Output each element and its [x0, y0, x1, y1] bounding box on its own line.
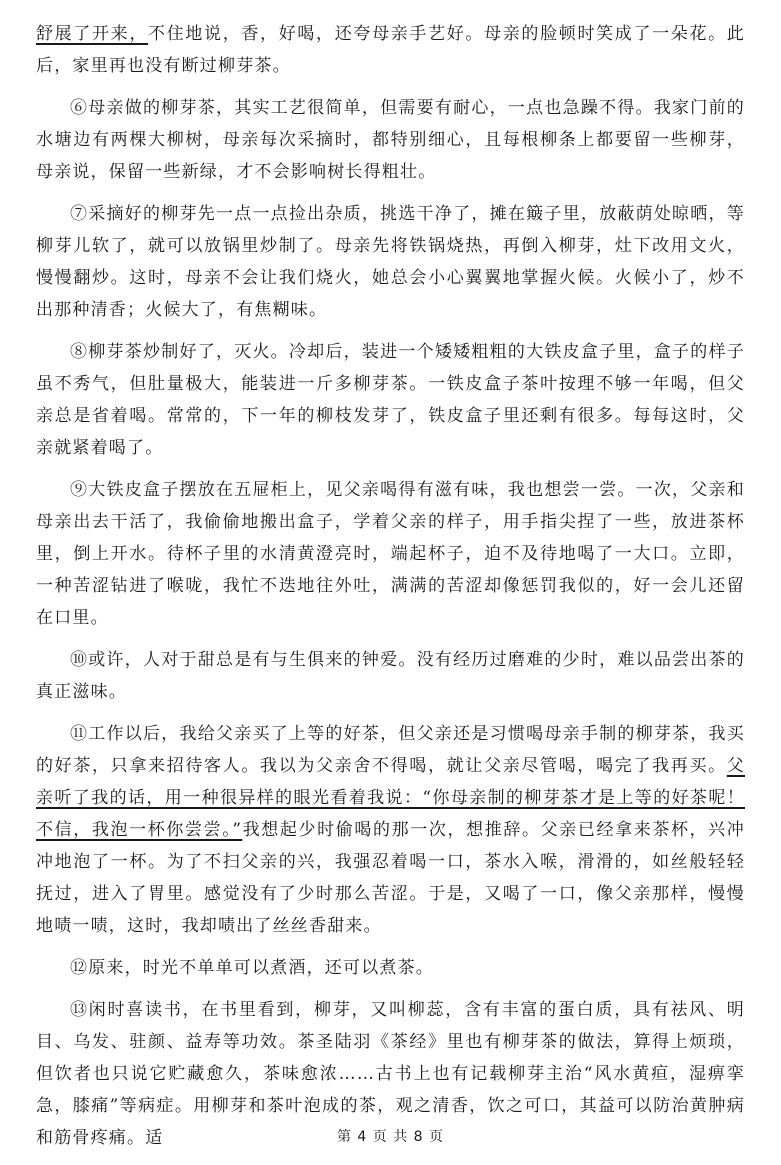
text-segment: ⑪工作以后，我给父亲买了上等的好茶，但父亲还是习惯喝母亲手制的柳芽茶，我买的好茶，只拿来招待客人。我以为父亲舍不得喝，就让父亲尽管喝，喝完了我再买。 [36, 724, 745, 776]
underlined-sentence: 父亲听了我的话，用一种很异样的眼光看着我说：“你母亲制的柳芽茶才是上等的好茶呢！不信，我泡一杯你尝尝。” [36, 756, 745, 840]
text-segment: ⑦采摘好的柳芽先一点一点捡出杂质，挑选干净了，摊在簸子里，放蔽荫处晾晒，等柳芽儿软了，就可以放锅里炒制了。母亲先将铁锅烧热，再倒入柳芽，灶下改用文火，慢慢翻炒。这时，母亲不会让我们烧火，她总会小心翼翼地掌握火候。火候小了，炒不出那种清香；火候大了，有焦糊味。 [36, 204, 745, 320]
paragraph-p10 [36, 644, 745, 708]
text-segment: 不住地说，香，好喝，还夸母亲手艺好。母亲的脸顿时笑成了一朵花。此后，家里再也没有断过柳芽茶。 [36, 24, 746, 76]
paragraph-p6 [36, 92, 745, 188]
article-body [36, 18, 745, 1154]
text-segment: ⑫原来，时光不单单可以煮酒，还可以煮茶。 [70, 958, 434, 978]
text-segment: ⑧柳芽茶炒制好了，灭火。冷却后，装进一个矮矮粗粗的大铁皮盒子里，盒子的样子虽不秀气，但肚量极大，能装进一斤多柳芽茶。一铁皮盒子茶叶按理不够一年喝，但父亲总是省着喝。常常的，下一年的柳枝发芽了，铁皮盒子里还剩有很多。每每这时，父亲就紧着喝了。 [36, 342, 745, 458]
text-segment: ⑬闲时喜读书，在书里看到，柳芽，又叫柳蕊，含有丰富的蛋白质，具有祛风、明目、乌发、驻颜、益寿等功效。茶圣陆羽《茶经》里也有柳芽茶的做法，算得上烦琐，但饮者也只说它贮藏愈久，茶味愈浓……古书上也有记载柳芽主治“风水黄疸，湿痹挛急，膝痛”等病症。用柳芽和茶叶泡成的茶，观之清香，饮之可口，其益可以防治黄肿病和筋骨疼痛。适 [36, 1000, 745, 1148]
text-segment: ⑥母亲做的柳芽茶，其实工艺很简单，但需要有耐心，一点也急躁不得。我家门前的水塘边有两棵大柳树，母亲每次采摘时，都特别细心，且每根柳条上都要留一些柳芽，母亲说，保留一些新绿，才不会影响树长得粗壮。 [36, 98, 745, 182]
paragraph-p11 [36, 718, 745, 942]
page-footer: 第 4 页 共 8 页 [336, 1129, 445, 1145]
paragraph-p9 [36, 474, 745, 634]
paragraph-p7 [36, 198, 745, 326]
text-segment: ⑨大铁皮盒子摆放在五屉柜上，见父亲喝得有滋有味，我也想尝一尝。一次，父亲和母亲出去干活了，我偷偷地搬出盒子，学着父亲的样子，用手指尖捏了一些，放进茶杯里，倒上开水。待杯子里的水清黄澄亮时，端起杯子，迫不及待地喝了一大口。立即，一种苦涩钻进了喉咙，我忙不迭地往外吐，满满的苦涩却像惩罚我似的，好一会儿还留在口里。 [36, 480, 745, 628]
paragraph-p8 [36, 336, 745, 464]
text-segment: ⑩或许，人对于甜总是有与生俱来的钟爱。没有经历过磨难的少时，难以品尝出茶的真正滋味。 [36, 650, 745, 702]
text-segment: 我想起少时偷喝的那一次，想推辞。父亲已经拿来茶杯，兴冲冲地泡了一杯。为了不扫父亲的兴，我强忍着喝一口，茶水入喉，滑滑的，如丝般轻轻抚过，进入了胃里。感觉没有了少时那么苦涩。于是，又喝了一口，像父亲那样，慢慢地啧一啧，这时，我却啧出了丝丝香甜来。 [36, 820, 746, 936]
underlined-sentence: 舒展了开来， [36, 24, 149, 44]
paragraph-p12 [36, 952, 745, 984]
paragraph-continuation [36, 18, 745, 82]
